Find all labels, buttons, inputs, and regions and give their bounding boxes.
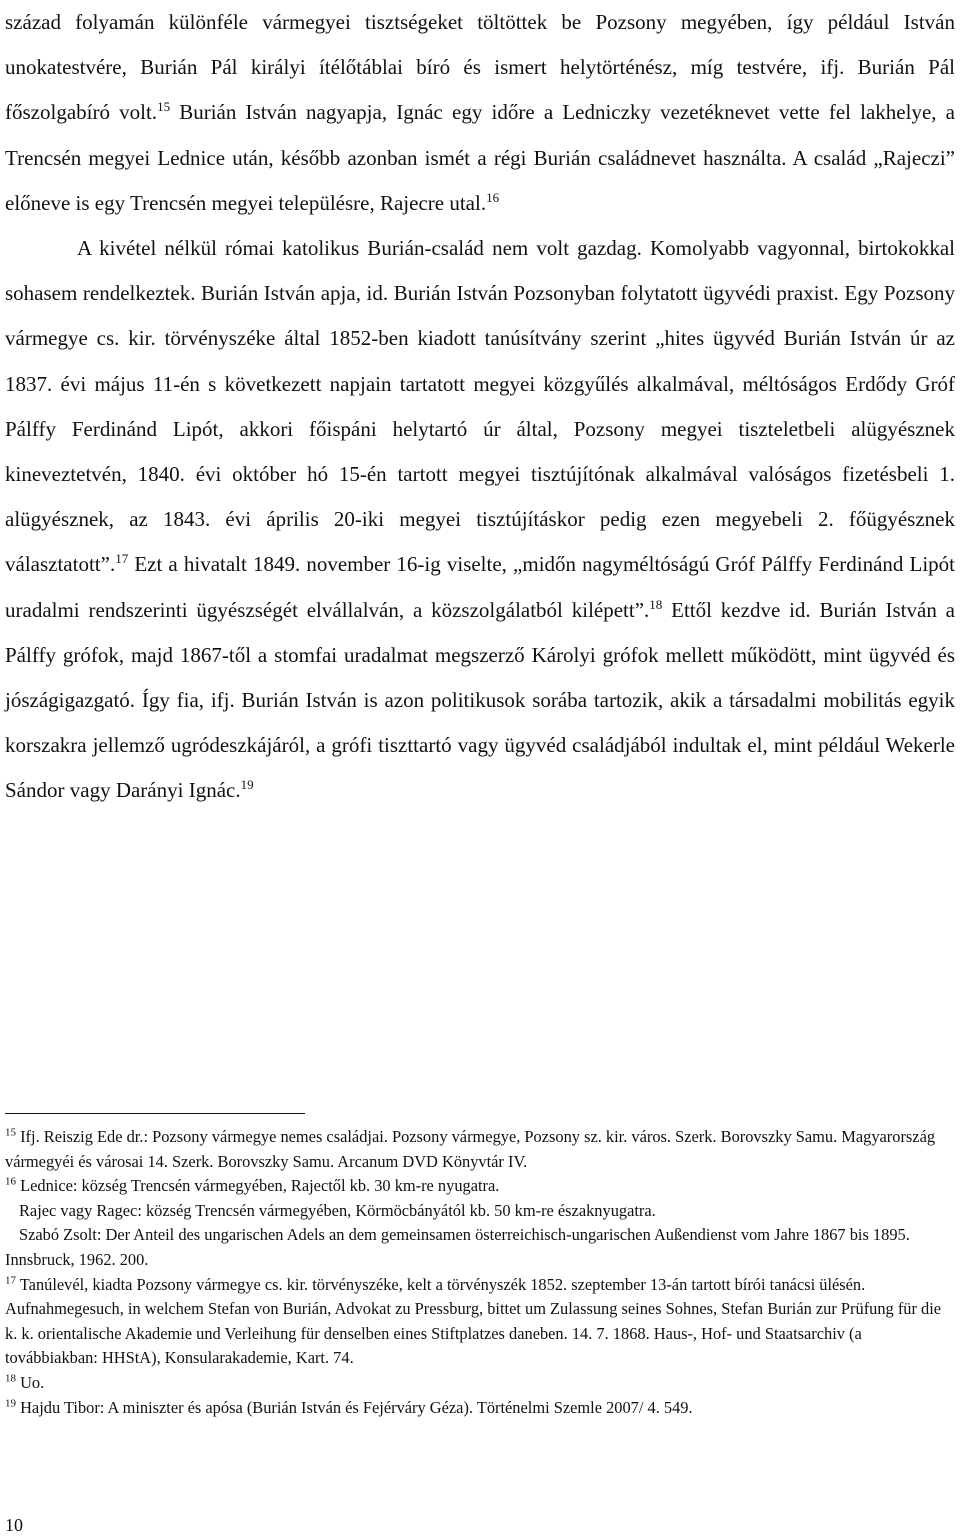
paragraph-1 [5,0,955,226]
page [5,0,955,814]
footnote-ref-19[interactable]: 19 [240,777,254,793]
footnote-separator [5,1113,305,1114]
footnote-18 [5,1371,955,1396]
footnote-number-15: 15 [5,1126,16,1139]
paragraph-1-text-a: század folyamán különféle vármegyei tisztségeket töltöttek be Pozsony megyében, így például István unokatestvére, Burián Pál királyi ítélőtáblai bíró és ismert helytörténész, míg testvére, ifj. Burián Pál főszolgabíró volt. [5,10,955,125]
footnote-ref-16[interactable]: 16 [486,189,500,205]
footnote-19 [5,1396,955,1421]
footnote-ref-17[interactable]: 17 [115,551,129,567]
paragraph-2-text-c: Ettől kezdve id. Burián István a Pálffy grófok, majd 1867-től a stomfai uradalmat megszerző Károlyi grófok mellett működött, mint ügyvéd és jószágigazgató. Így fia, ifj. Burián István is azon politikusok sorába tartozik, akik a társadalmi mobilitás egyik korszakra jellemző ugródeszkájáról, a grófi tiszttartó vagy ügyvéd családjából indultak el, mint például Wekerle Sándor vagy Darányi Ignác. [5,597,955,803]
footnote-17-text: Tanúlevél, kiadta Pozsony vármegye cs. kir. törvényszéke, kelt a törvényszék 1852. szeptember 13-án tartott bírói tanácsi ülésén. Aufnahmegesuch, in welchem Stefan von Burián, Advokat zu Pressburg, bittet um Zulassung seines Sohnes, Stefan Burián zur Prüfung für die k. k. orientalische Akademie und Verleihung für denselben eines Stiftplatzes daneben. 14. 7. 1868. Haus-, Hof- und Staatsarchiv (a továbbiakban: HHStA), Konsularakademie, Kart. 74. [5,1274,942,1368]
paragraph-2-text-b: Ezt a hivatalt 1849. november 16-ig viselte, „midőn nagyméltóságú Gróf Pálffy Ferdinánd Lipót uradalmi rendszerinti ügyészségét elvállalván, a közszolgálatból kilépett”. [5,552,955,622]
footnote-19-text: Hajdu Tibor: A miniszter és apósa (Burián István és Fejérváry Géza). Történelmi Szemle 2007/ 4. 549. [16,1397,693,1417]
paragraph-2-text-a: A kivétel nélkül római katolikus Burián-család nem volt gazdag. Komolyabb vagyonnal, birtokokkal sohasem rendelkeztek. Burián István apja, id. Burián István Pozsonyban folytatott ügyvédi praxist. Egy Pozsony vármegye cs. kir. törvényszéke által 1852-ben kiadott tanúsítvány szerint „hites ügyvéd Burián István úr az 1837. évi május 11-én s következett napjain tartatott megyei közgyűlés alkalmával, méltóságos Erdődy Gróf Pálffy Ferdinánd Lipót, akkori főispáni helytartó úr által, Pozsony megyei tiszteletbeli alügyésznek kineveztetvén, 1840. évi október hó 15-én tartott megyei tisztújítónak alkalmával valóságos fizetésbeli 1. alügyésznek, az 1843. évi április 20-iki megyei tisztújításkor pedig ezen megyebeli 2. főügyésznek választatott”. [5,236,955,577]
paragraph-2 [5,226,955,814]
footnote-number-16: 16 [5,1175,16,1188]
footnote-number-17: 17 [5,1274,16,1287]
footnotes [5,1125,955,1420]
paragraph-1-text-b: Burián István nagyapja, Ignác egy időre a Ledniczky vezetéknevet vette fel lakhelye, a Trencsén megyei Lednice után, később azonban ismét a régi Burián családnevet használta. A család „Rajeczi” előneve is egy Trencsén megyei településre, Rajecre utal. [5,100,956,215]
footnote-15 [5,1125,955,1174]
footnote-17 [5,1273,955,1371]
footnote-ref-15[interactable]: 15 [157,99,171,115]
footnote-18-text: Uo. [16,1372,45,1392]
footnote-16-line-3: Szabó Zsolt: Der Anteil des ungarischen Adels an dem gemeinsamen österreichisch-ungarischen Außendienst vom Jahre 1867 bis 1895. Innsbruck, 1962. 200. [5,1225,910,1269]
footnote-16-text: Lednice: község Trencsén vármegyében, Rajectől kb. 30 km-re nyugatra. [16,1176,500,1196]
footnote-ref-18[interactable]: 18 [649,596,663,612]
footnote-number-19: 19 [5,1397,16,1410]
page-number: 10 [5,1515,23,1535]
footnote-number-18: 18 [5,1372,16,1385]
main-text [5,0,955,814]
footnote-15-text: Ifj. Reiszig Ede dr.: Pozsony vármegye nemes családjai. Pozsony vármegye, Pozsony sz. kir. város. Szerk. Borovszky Samu. Magyarország vármegyéi és városai 14. Szerk. Borovszky Samu. Arcanum DVD Könyvtár IV. [5,1127,936,1171]
footnote-16-line-2: Rajec vagy Ragec: község Trencsén vármegyében, Körmöcbányától kb. 50 km-re északnyugatra. [19,1200,656,1220]
footnote-16 [5,1174,955,1199]
